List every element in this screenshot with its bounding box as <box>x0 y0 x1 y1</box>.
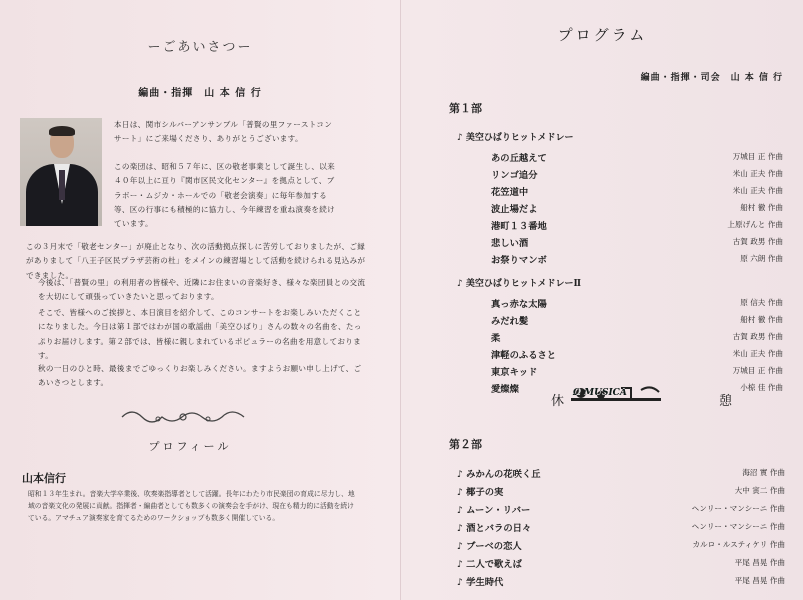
medley1-title: ♪ 美空ひばりヒットメドレー <box>457 133 574 143</box>
medley1-song: 港町１３番地 <box>491 221 547 232</box>
part2-song: ♪ ムーン・リバー <box>457 505 531 516</box>
medley1-song: 悲しい酒 <box>491 238 529 249</box>
medley1-credit: 米山 正夫 作曲 <box>732 169 783 178</box>
greeting-author-line: 編曲・指揮 山 本 信 行 <box>138 88 262 99</box>
greeting-paragraph-6: 秋の一日のひと時、最後までごゆっくりお楽しみください。ますようお願い申し上げて、ごあいさつとします。 <box>38 364 362 388</box>
medley1-credit: 古賀 政男 作曲 <box>732 237 783 246</box>
greeting-paragraph-1: 本日は、関市シルバーアンサンブル「普賢の里ファーストコンサート」にご来場くださり、ありがとうございます。 <box>114 120 333 144</box>
medley2-song: 津軽のふるさと <box>491 350 557 361</box>
profile-name: 山本信行 <box>22 472 66 485</box>
conductor-portrait <box>20 118 102 226</box>
part2-credit: 平尾 昌晃 作曲 <box>734 558 785 567</box>
part2-credit: 平尾 昌晃 作曲 <box>734 576 785 585</box>
medley1-credit: 原 六朗 作曲 <box>740 254 783 263</box>
medley2-title: ♪ 美空ひばりヒットメドレーⅡ <box>457 279 582 289</box>
part2-credit: カルロ・ルスティケリ 作曲 <box>692 540 785 549</box>
left-page <box>0 0 400 600</box>
greeting-paragraph-3: この３月末で「敬老センター」が廃止となり、次の活動拠点探しに苦労しておりましたが、ご縁がありまして「八王子区民プラザ芸術の杜」をメインの練習場として活動を続けられる見込みができました。 <box>26 242 366 280</box>
profile-title: プロフィール <box>148 440 232 453</box>
medley2-credit: 古賀 政男 作曲 <box>732 332 783 341</box>
part2-credit: 海沼 實 作曲 <box>742 468 785 477</box>
right-page <box>400 0 803 600</box>
part2-song: ♪ 酒とバラの日々 <box>457 523 532 534</box>
part2-song: ♪ 椰子の実 <box>457 487 504 498</box>
greeting-title: ーごあいさつー <box>147 40 253 55</box>
medley1-credit: 万城目 正 作曲 <box>732 152 783 161</box>
medley1-credit: 上原げんと 作曲 <box>727 220 783 229</box>
part1-heading: 第１部 <box>449 102 482 115</box>
musica-logo-text: Ω MUSICA <box>573 388 627 398</box>
part2-song: ♪ 二人で歌えば <box>457 559 522 570</box>
medley2-credit: 船村 徹 作曲 <box>740 315 783 324</box>
ornament-divider <box>118 407 248 427</box>
medley2-song: みだれ髪 <box>491 316 529 327</box>
medley1-song: リンゴ追分 <box>491 170 538 181</box>
part2-credit: 大中 寅二 作曲 <box>734 486 785 495</box>
part2-song: ♪ みかんの花咲く丘 <box>457 469 541 480</box>
medley1-song: 波止場だよ <box>491 204 538 215</box>
musica-logo <box>571 384 711 408</box>
medley1-song: お祭りマンボ <box>491 255 547 266</box>
medley2-credit: 原 信夫 作曲 <box>740 298 783 307</box>
greeting-paragraph-2: この楽団は、昭和５７年に、区の敬老事業として誕生し、以来４０年以上に亘り『関市区民文化センター』を拠点として、ブラボー・ムジカ・ホールでの「敬老会演奏」に毎年参加する等、区の行事にも積極的に協力し、今年練習を重ね演奏を続けています。 <box>114 162 336 229</box>
intermission-right-char: 憩 <box>719 394 733 409</box>
medley2-credit: 小椋 佳 作曲 <box>740 383 783 392</box>
part2-heading: 第２部 <box>449 438 482 451</box>
program-author-line: 編曲・指揮・司会 山 本 信 行 <box>640 73 783 83</box>
medley2-song: 東京キッド <box>491 367 538 378</box>
medley1-credit: 米山 正夫 作曲 <box>732 186 783 195</box>
medley2-song: 真っ赤な太陽 <box>491 299 547 310</box>
medley1-song: あの丘越えて <box>491 153 547 164</box>
greeting-paragraph-5: そこで、皆様へのご挨拶と、本日演目を紹介して、このコンサートをお楽しみいただくことになりました。今日は第１部ではわが国の歌謡曲「美空ひばり」さんの数々の名曲を、たっぷりお届けします。第２部では、皆様に親しまれているポピュラーの名曲を用意しております。 <box>38 308 362 360</box>
greeting-paragraph-4: 今後は、「普賢の里」の利用者の皆様や、近隣にお住まいの音楽好き、様々な楽団員との交流を大切にして頑張っていきたいと思っております。 <box>38 278 366 302</box>
part2-song: ♪ 学生時代 <box>457 577 504 588</box>
part2-credit: ヘンリー・マンシーニ 作曲 <box>691 504 785 513</box>
program-title: プログラム <box>557 26 648 44</box>
profile-text: 昭和１３年生まれ。音楽大学卒業後、吹奏楽指導者として活躍。長年にわたり市民楽団の育成に尽力し、地域の音楽文化の発展に貢献。指揮者・編曲者としても数多くの演奏会を手がけ、現在も精力的に活動を続けている。アマチュア演奏家を育てるためのワークショップも数多く開催している。 <box>28 490 355 522</box>
part2-credit: ヘンリー・マンシーニ 作曲 <box>691 522 785 531</box>
medley2-song: 愛燦燦 <box>491 384 519 395</box>
medley1-credit: 船村 徹 作曲 <box>740 203 783 212</box>
medley2-credit: 米山 正夫 作曲 <box>732 349 783 358</box>
medley2-song: 柔 <box>491 333 501 344</box>
intermission-left-char: 休 <box>551 394 565 409</box>
medley1-song: 花笠道中 <box>491 187 529 198</box>
part2-song: ♪ ブーベの恋人 <box>457 541 522 552</box>
medley2-credit: 万城目 正 作曲 <box>732 366 783 375</box>
